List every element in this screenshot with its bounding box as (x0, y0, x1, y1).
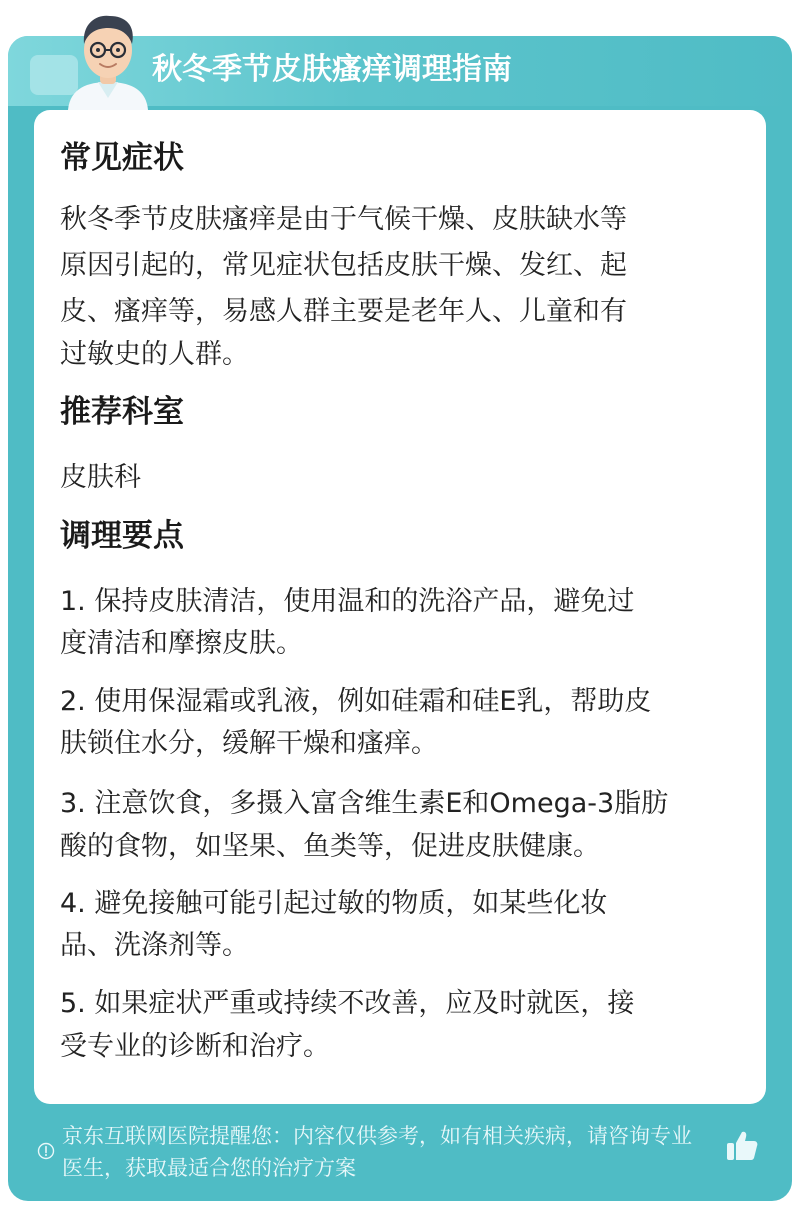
care-item-line: 肤锁住水分，缓解干燥和瘙痒。 (60, 728, 438, 759)
care-item-line: 酸的食物，如坚果、鱼类等，促进皮肤健康。 (60, 831, 600, 862)
care-item-line: 受专业的诊断和治疗。 (60, 1031, 330, 1062)
info-circle-icon (37, 1142, 55, 1160)
disclaimer-line: 医生，获取最适合您的治疗方案 (62, 1156, 356, 1180)
care-item-line: 2. 使用保湿霜或乳液，例如硅霜和硅E乳，帮助皮 (60, 686, 652, 717)
care-item-line: 3. 注意饮食，多摄入富含维生素E和Omega-3脂肪 (60, 788, 669, 819)
thumbs-up-icon[interactable] (724, 1128, 760, 1164)
care-item-line: 1. 保持皮肤清洁，使用温和的洗浴产品，避免过 (60, 586, 635, 617)
disclaimer-line: 京东互联网医院提醒您：内容仅供参考，如有相关疾病，请咨询专业 (62, 1124, 692, 1148)
symptoms-line: 皮、瘙痒等，易感人群主要是老年人、儿童和有 (60, 296, 627, 327)
disclaimer (62, 1120, 732, 1184)
symptoms-line: 原因引起的，常见症状包括皮肤干燥、发红、起 (60, 250, 627, 281)
department-value: 皮肤科 (60, 462, 141, 493)
department-heading: 推荐科室 (60, 394, 184, 430)
care-item-line: 品、洗涤剂等。 (60, 930, 249, 961)
care-heading: 调理要点 (60, 518, 184, 554)
care-item-line: 5. 如果症状严重或持续不改善，应及时就医，接 (60, 988, 635, 1019)
page-title: 秋冬季节皮肤瘙痒调理指南 (152, 52, 512, 87)
symptoms-line: 过敏史的人群。 (60, 339, 249, 370)
symptoms-heading: 常见症状 (60, 140, 184, 176)
doctor-avatar-icon (58, 6, 158, 110)
care-item-line: 度清洁和摩擦皮肤。 (60, 628, 303, 659)
care-item-line: 4. 避免接触可能引起过敏的物质，如某些化妆 (60, 888, 608, 919)
symptoms-line: 秋冬季节皮肤瘙痒是由于气候干燥、皮肤缺水等 (60, 204, 627, 235)
